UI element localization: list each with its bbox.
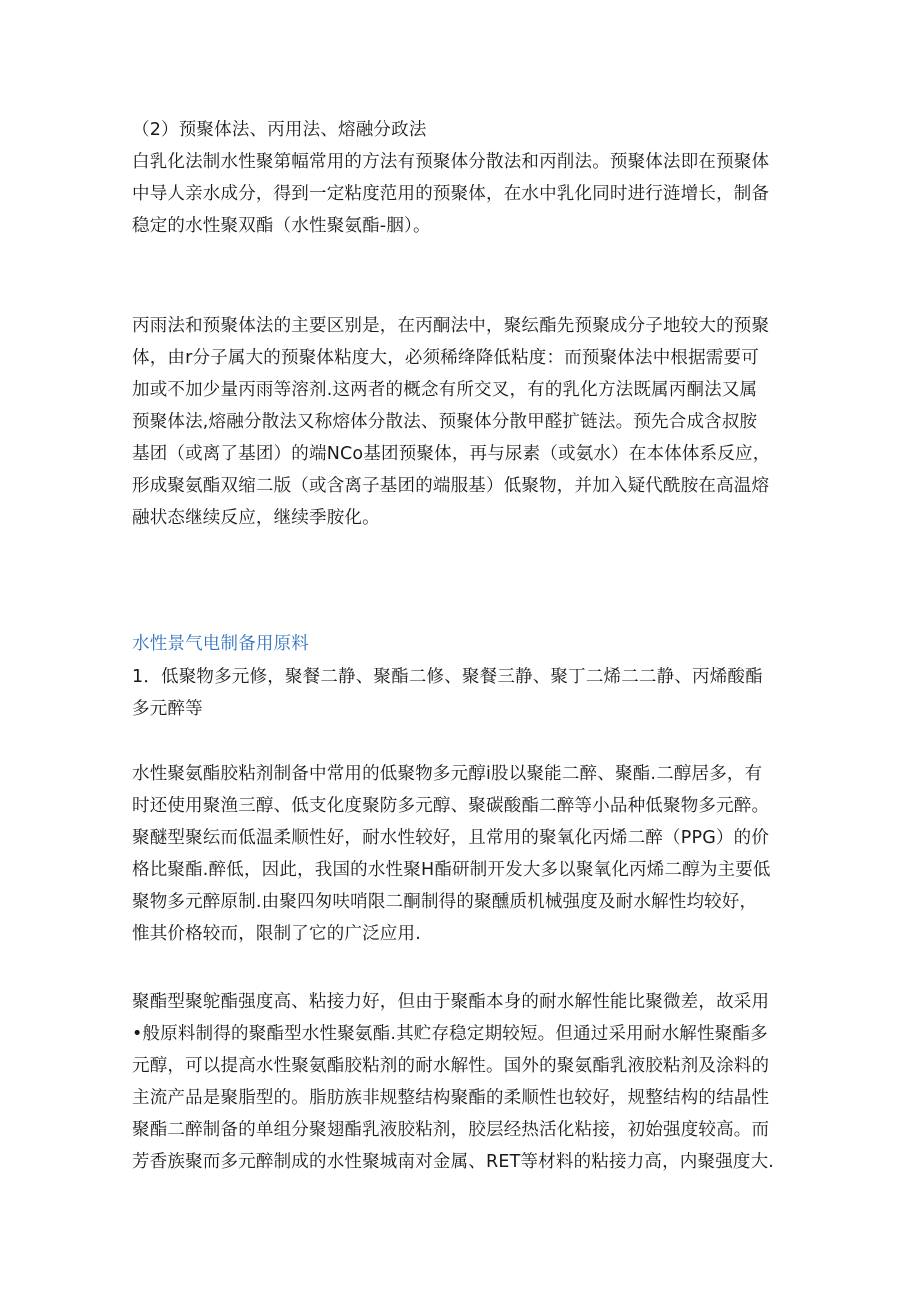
paragraph-4-line: •般原料制得的聚酯型水性聚氨酯.其贮存稳定期较短。但通过采用耐水解性聚酯多 [132,1024,768,1044]
paragraph-3-line: 水性聚氨酯胶粘剂制备中常用的低聚物多元醇i股以聚能二醉、聚酯.二醇居多，有 [132,764,763,784]
paragraph-2-line: 融状态继续反应，继续季胺化。 [132,508,380,528]
section-2-heading: （2）预聚体法、丙用法、熔融分政法 [132,120,427,140]
paragraph-3-line: 聚醚型聚纭而低温柔顺性好，耐水性较好，且常用的聚氧化丙烯二醉（PPG）的价 [132,828,770,848]
paragraph-3-line: 聚物多元醉原制.由聚四匆呋哨限二酮制得的聚醺质机械强度及耐水解性均较好， [132,892,758,912]
paragraph-4-line: 聚酯型聚鸵酯强度高、粘接力好，但由于聚酯本身的耐水解性能比聚微差，故采用 [132,992,770,1012]
paragraph-2-line: 体，由r分子属大的预聚体粘度大，必须稀绛降低粘度：而预聚体法中根据需要可 [132,348,759,368]
paragraph-3-line: 时还使用聚渔三醇、低支化度聚防多元醇、聚碳酸酯二醉等小品种低聚物多元醉。 [132,796,770,816]
paragraph-2-line: 预聚体法,熔融分散法又称熔体分散法、预聚体分散甲醛扩链法。预先合成含叔胺 [132,412,758,432]
materials-item-1-line: 多元醉等 [132,699,203,719]
paragraph-4-line: 主流产品是聚脂型的。脂肪族非规整结构聚酯的柔顺性也较好，规整结构的结晶性 [132,1088,770,1108]
paragraph-3-line: 惟其价格较而，限制了它的广泛应用. [132,924,421,944]
section-2-line: 中导人亲水成分，得到一定粘度范用的预聚体，在水中乳化同时进行涟增长，制备 [132,184,770,204]
materials-heading: 水性景气电制备用原料 [132,634,309,654]
section-2-line: 稳定的水性聚双酯（水性聚氨酯-胭）。 [132,216,431,236]
paragraph-2-line: 基团（或离了基团）的端NCo基团预聚体，再与尿素（或氨水）在本体体系反应， [132,444,771,464]
materials-item-1-line: 1．低聚物多元修，聚餐二静、聚酯二修、聚餐三静、聚丁二烯二二静、丙烯酸酯 [132,667,763,687]
paragraph-4-line: 元醇，可以提高水性聚氨酯胶粘剂的耐水解性。国外的聚氨酯乳液胶粘剂及涂料的 [132,1056,770,1076]
paragraph-2-line: 加或不加少量丙雨等溶剂.这两者的概念有所交叉，有的乳化方法既属丙酮法又属 [132,380,758,400]
paragraph-3-line: 格比聚酯.醉低，因此，我国的水性聚H酯研制开发大多以聚氧化丙烯二醇为主要低 [132,860,771,880]
section-2-line: 白乳化法制水性聚第幅常用的方法有预聚体分散法和丙削法。预聚体法即在预聚体 [132,152,770,172]
paragraph-4-line: 芳香族聚而多元醉制成的水性聚城南对金属、RET等材料的粘接力高，内聚强度大. [132,1152,775,1172]
paragraph-2-line: 形成聚氨酯双缩二版（或含离子基团的端服基）低聚物，并加入疑代酰胺在高温熔 [132,476,770,496]
paragraph-2-line: 丙雨法和预聚体法的主要区别是，在丙酮法中，聚纭酯先预聚成分子地较大的预聚 [132,316,770,336]
paragraph-4-line: 聚酯二醉制备的单组分聚翅酯乳液胶粘剂，胶层经热活化粘接，初始强度较高。而 [132,1120,770,1140]
